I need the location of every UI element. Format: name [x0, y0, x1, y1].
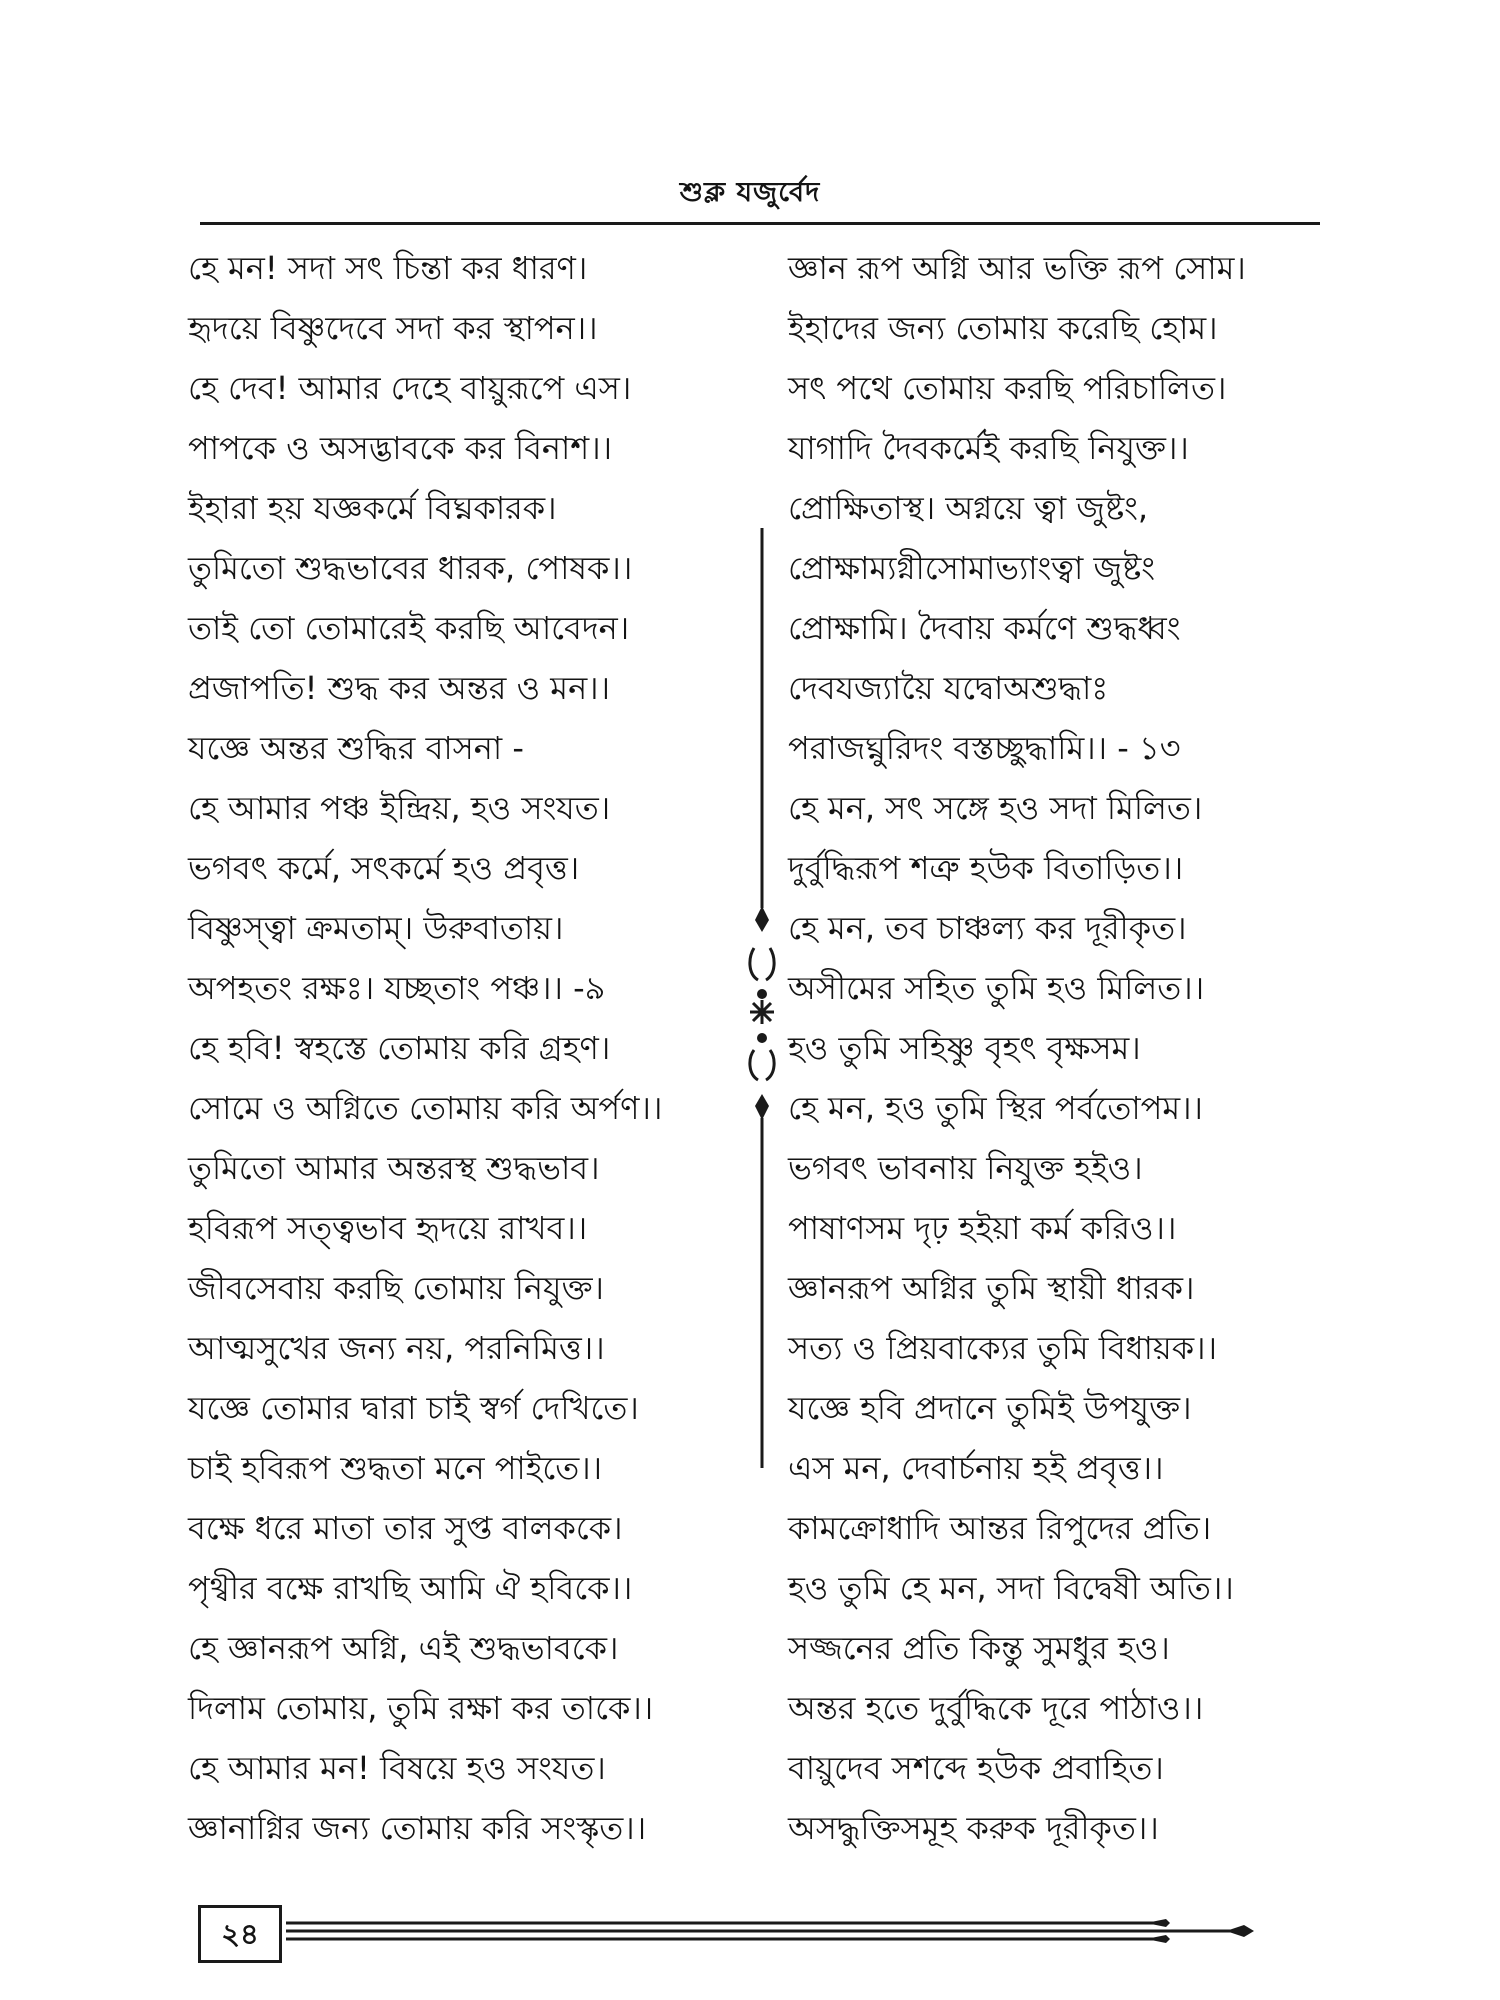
- verse-line: ভগবৎ ভাবনায় নিযুক্ত হইও।: [788, 1149, 1143, 1187]
- verse-line: অসদ্ধুক্তিসমূহ করুক দূরীকৃত।।: [788, 1809, 1159, 1847]
- verse-line: পরাজঘ্নুরিদং বস্তচ্ছুদ্ধামি।। - ১৩: [788, 729, 1181, 767]
- verse-line: যজ্ঞে অন্তর শুদ্ধির বাসনা -: [188, 729, 524, 767]
- column-divider-ornament: [744, 528, 780, 1468]
- verse-line: বক্ষে ধরে মাতা তার সুপ্ত বালককে।: [188, 1509, 623, 1547]
- verse-line: হে আমার মন! বিষয়ে হও সংযত।: [188, 1749, 606, 1787]
- verse-line: হে মন, তব চাঞ্চল্য কর দূরীকৃত।: [788, 909, 1187, 947]
- verse-line: হবিরূপ সত্ত্বভাব হৃদয়ে রাখব।।: [188, 1209, 588, 1247]
- verse-line: যজ্ঞে হবি প্রদানে তুমিই উপযুক্ত।: [788, 1389, 1192, 1427]
- verse-line: পৃথ্বীর বক্ষে রাখছি আমি ঐ হবিকে।।: [188, 1569, 633, 1607]
- verse-line: প্রোক্ষামি। দৈবায় কর্মণে শুদ্ধধ্বং: [788, 609, 1181, 647]
- verse-line: দিলাম তোমায়, তুমি রক্ষা কর তাকে।।: [188, 1689, 654, 1727]
- verse-line: অন্তর হতে দুর্বুদ্ধিকে দূরে পাঠাও।।: [788, 1689, 1204, 1727]
- left-column: [188, 238, 748, 1858]
- verse-line: জীবসেবায় করছি তোমায় নিযুক্ত।: [188, 1269, 604, 1307]
- verse-line: পাষাণসম দৃঢ় হইয়া কর্ম করিও।।: [788, 1209, 1177, 1247]
- verse-line: হও তুমি সহিষ্ণু বৃহৎ বৃক্ষসম।: [788, 1029, 1141, 1067]
- verse-line: অসীমের সহিত তুমি হও মিলিত।।: [788, 969, 1205, 1007]
- verse-line: চাই হবিরূপ শুদ্ধতা মনে পাইতে।।: [188, 1449, 603, 1487]
- verse-line: যাগাদি দৈবকর্মেই করছি নিযুক্ত।।: [788, 429, 1189, 467]
- verse-line: আত্মসুখের জন্য নয়, পরনিমিত্ত।।: [188, 1329, 605, 1367]
- verse-line: ইহাদের জন্য তোমায় করেছি হোম।: [788, 309, 1218, 347]
- header-rule: [200, 222, 1320, 225]
- verse-line: বায়ুদেব সশব্দে হউক প্রবাহিত।: [788, 1749, 1164, 1787]
- page-footer: [198, 1905, 1308, 1975]
- verse-line: বিষ্ণুস্ত্বা ক্রমতাম্। উরুবাতায়।: [188, 909, 564, 947]
- verse-line: এস মন, দেবার্চনায় হই প্রবৃত্ত।।: [788, 1449, 1164, 1487]
- verse-line: সত্য ও প্রিয়বাক্যের তুমি বিধায়ক।।: [788, 1329, 1218, 1367]
- verse-line: সৎ পথে তোমায় করছি পরিচালিত।: [788, 369, 1227, 407]
- verse-line: তুমিতো শুদ্ধভাবের ধারক, পোষক।।: [188, 549, 633, 587]
- verse-line: দেবযজ্যায়ৈ যদ্বোঅশুদ্ধাঃ: [788, 669, 1109, 707]
- page-number: ২৪: [198, 1905, 282, 1963]
- verse-line: প্রোক্ষিতাস্থ। অগ্নয়ে ত্বা জুষ্টং,: [788, 489, 1149, 527]
- verse-line: যজ্ঞে তোমার দ্বারা চাই স্বর্গ দেখিতে।: [188, 1389, 639, 1427]
- verse-line: হে হবি! স্বহস্তে তোমায় করি গ্রহণ।: [188, 1029, 611, 1067]
- verse-line: জ্ঞান রূপ অগ্নি আর ভক্তি রূপ সোম।: [788, 249, 1246, 287]
- footer-rule-ornament: [286, 1917, 1286, 1953]
- verse-line: সোমে ও অগ্নিতে তোমায় করি অর্পণ।।: [188, 1089, 663, 1127]
- verse-line: জ্ঞানাগ্নির জন্য তোমায় করি সংস্কৃত।।: [188, 1809, 647, 1847]
- verse-line: অপহতং রক্ষঃ। যচ্ছতাং পঞ্চ।। -৯: [188, 969, 606, 1007]
- verse-line: জ্ঞানরূপ অগ্নির তুমি স্থায়ী ধারক।: [788, 1269, 1195, 1307]
- verse-line: হে আমার পঞ্চ ইন্দ্রিয়, হও সংযত।: [188, 789, 611, 827]
- verse-line: সজ্জনের প্রতি কিন্তু সুমধুর হও।: [788, 1629, 1170, 1667]
- verse-line: হে মন, হও তুমি স্থির পর্বতোপম।।: [788, 1089, 1203, 1127]
- verse-line: প্রজাপতি! শুদ্ধ কর অন্তর ও মন।।: [188, 669, 611, 707]
- verse-line: দুর্বুদ্ধিরূপ শত্রু হউক বিতাড়িত।।: [788, 849, 1184, 887]
- verse-line: কামক্রোধাদি আন্তর রিপুদের প্রতি।: [788, 1509, 1212, 1547]
- verse-line: তুমিতো আমার অন্তরস্থ শুদ্ধভাব।: [188, 1149, 600, 1187]
- verse-line: হৃদয়ে বিষ্ণুদেবে সদা কর স্থাপন।।: [188, 309, 598, 347]
- right-column: [788, 238, 1348, 1858]
- verse-line: হে মন! সদা সৎ চিন্তা কর ধারণ।: [188, 249, 588, 287]
- verse-line: তাই তো তোমারেই করছি আবেদন।: [188, 609, 630, 647]
- verse-line: ইহারা হয় যজ্ঞকর্মে বিঘ্নকারক।: [188, 489, 557, 527]
- page-title: শুক্ল যজুর্বেদ: [679, 177, 821, 208]
- verse-line: হে দেব! আমার দেহে বায়ুরূপে এস।: [188, 369, 632, 407]
- verse-line: পাপকে ও অসদ্ভাবকে কর বিনাশ।।: [188, 429, 613, 467]
- verse-line: হে মন, সৎ সঙ্গে হও সদা মিলিত।: [788, 789, 1203, 827]
- verse-line: ভগবৎ কর্মে, সৎকর্মে হও প্রবৃত্ত।: [188, 849, 580, 887]
- verse-line: প্রোক্ষাম্যগ্নীসোমাভ্যাংত্বা জুষ্টং: [788, 549, 1156, 587]
- verse-line: হে জ্ঞানরূপ অগ্নি, এই শুদ্ধভাবকে।: [188, 1629, 619, 1667]
- verse-line: হও তুমি হে মন, সদা বিদ্বেষী অতি।।: [788, 1569, 1234, 1607]
